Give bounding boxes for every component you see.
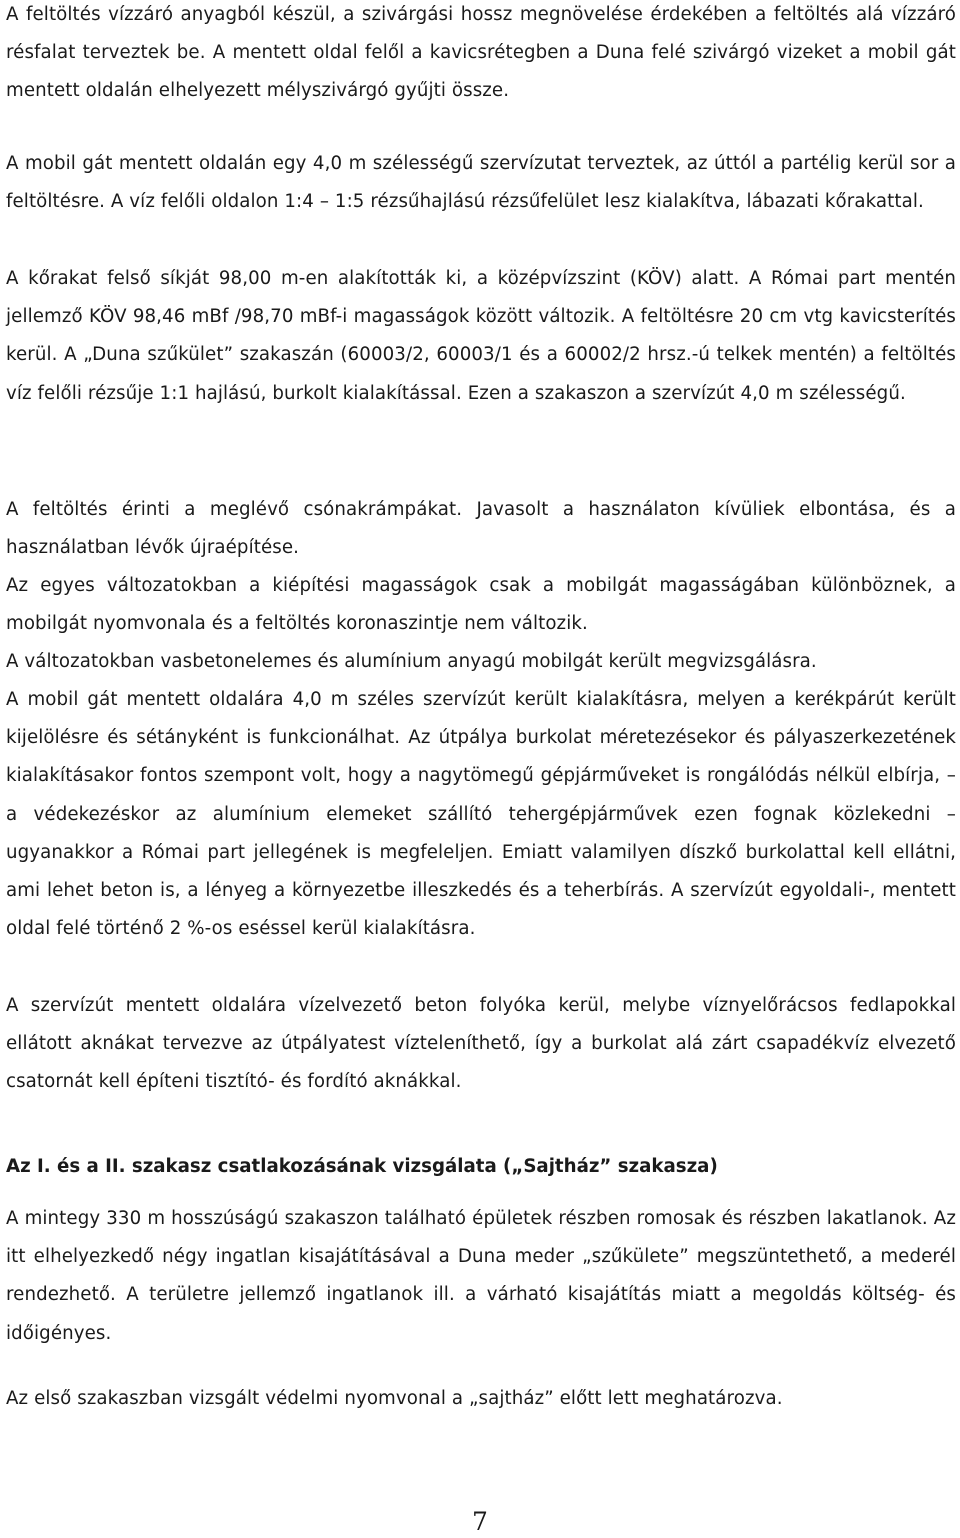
section-heading-sajthaz: Az I. és a II. szakasz csatlakozásának vizsgálata („Sajtház” szakasza): [6, 1156, 718, 1177]
paragraph-valtozatok-anyag: A változatokban vasbetonelemes és alumínium anyagú mobilgát került megvizsgálásra.: [6, 651, 817, 672]
paragraph-vedelmi-nyomvonal: Az első szakaszban vizsgált védelmi nyomvonal a „sajtház” előtt lett meghatározva.: [6, 1388, 783, 1409]
paragraph-vizelvezetes: A szervízút mentett oldalára vízelvezető beton folyóka kerül, melybe víznyelőrácsos fedlapokkal ellátott aknákat tervezve az útpályatest vízteleníthető, így a burkolat alá zárt csapadékvíz elvezető csatornát kell építeni tisztító- és fordító aknákkal.: [6, 995, 956, 1093]
paragraph-szervizut-4m: A mobil gát mentett oldalán egy 4,0 m szélességű szervízutat terveztek, az úttól a partélig kerül sor a feltöltésre. A víz felőli oldalon 1:4 – 1:5 rézsűhajlású rézsűfelület lesz kialakítva, lábazati kőrakattal.: [6, 153, 956, 213]
paragraph-szakasz-330m: A mintegy 330 m hosszúságú szakaszon található épületek részben romosak és részben lakatlanok. Az itt elhelyezkedő négy ingatlan kisajátításával a Duna meder „szűkülete” megszüntethető, a mederél rendezhető. A területre jellemző ingatlanok ill. a várható kisajátítás miatt a megoldás költség- és időigényes.: [6, 1208, 956, 1344]
paragraph-csonakrampak: A feltöltés érinti a meglévő csónakrámpákat. Javasolt a használaton kívüliek elbontása, és a használatban lévők újraépítése.: [6, 499, 956, 559]
page-number: 7: [472, 1507, 488, 1536]
paragraph-feltoltes-vizzaro: A feltöltés vízzáró anyagból készül, a szivárgási hossz megnövelése érdekében a feltöltés alá vízzáró résfalat terveztek be. A mentett oldal felől a kavicsrétegben a Duna felé szivárgó vizeket a mobil gát mentett oldalán elhelyezett mélyszivárgó gyűjti össze.: [6, 4, 956, 102]
paragraph-szervizut-kerekparut: A mobil gát mentett oldalára 4,0 m széles szervízút került kialakításra, melyen a kerékpárút került kijelölésre és sétányként is funkcionálhat. Az útpálya burkolat méretezésekor és pályaszerkezetének kialakításakor fontos szempont volt, hogy a nagytömegű gépjárműveket is rongálódás nélkül elbírja, – a védekezéskor az alumínium elemeket szállító tehergépjárművek ezen fognak közlekedni – ugyanakkor a Római part jellegének is megfeleljen. Emiatt valamilyen díszkő burkolattal kell ellátni, ami lehet beton is, a lényeg a környezetbe illeszkedés és a teherbírás. A szervízút egyoldali-, mentett oldal felé történő 2 %-os eséssel kerül kialakításra.: [6, 689, 956, 940]
paragraph-valtozatok-magassag: Az egyes változatokban a kiépítési magasságok csak a mobilgát magasságában különböznek, a mobilgát nyomvonala és a feltöltés koronaszintje nem változik.: [6, 575, 956, 635]
paragraph-korakat-kov: A kőrakat felső síkját 98,00 m-en alakították ki, a középvízszint (KÖV) alatt. A Római part mentén jellemző KÖV 98,46 mBf /98,70 mBf-i magasságok között változik. A feltöltésre 20 cm vtg kavicsterítés kerül. A „Duna szűkület” szakaszán (60003/2, 60003/1 és a 60002/2 hrsz.-ú telkek mentén) a feltöltés víz felőli rézsűje 1:1 hajlású, burkolt kialakítással. Ezen a szakaszon a szervízút 4,0 m szélességű.: [6, 268, 956, 404]
